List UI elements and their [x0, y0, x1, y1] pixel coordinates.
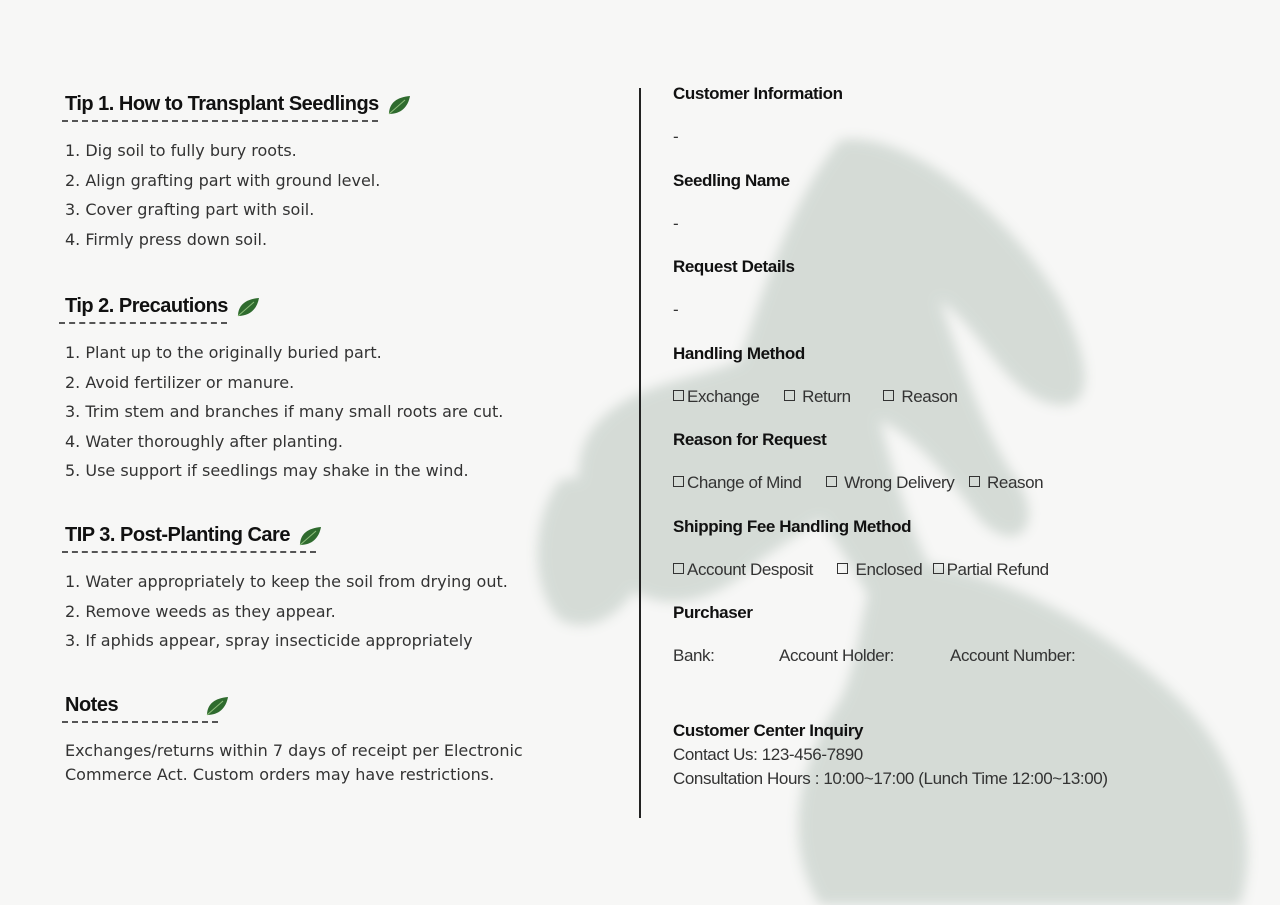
customer-info-value[interactable]: -	[673, 127, 679, 146]
checkbox-wrong-delivery[interactable]: Wrong Delivery	[826, 473, 955, 492]
list-item: 2. Remove weeds as they appear.	[65, 601, 336, 621]
reason-options	[673, 473, 1063, 493]
list-item: 1. Water appropriately to keep the soil from drying out.	[65, 572, 508, 591]
notes-title: Notes	[65, 694, 523, 717]
consultation-hours: Consultation Hours : 10:00~17:00 (Lunch Time 12:00~13:00)	[673, 769, 1108, 788]
list-item: 1. Plant up to the originally buried part.	[65, 343, 382, 362]
checkbox-reason[interactable]: Reason	[883, 387, 958, 406]
tip-3-list	[65, 567, 508, 656]
handling-method-options	[673, 387, 978, 407]
checkbox-exchange[interactable]: Exchange	[673, 387, 759, 406]
checkbox-change-of-mind[interactable]: Change of Mind	[673, 473, 801, 492]
contact-title: Customer Center Inquiry	[673, 721, 864, 740]
leaf-icon	[236, 297, 260, 317]
checkbox-return[interactable]: Return	[784, 387, 851, 406]
list-item: 3. Cover grafting part with soil.	[65, 200, 315, 219]
checkbox-partial-refund[interactable]: Partial Refund	[933, 560, 1049, 579]
leaf-icon	[387, 95, 411, 115]
shipping-fee-label: Shipping Fee Handling Method	[673, 517, 912, 536]
seedling-name-value[interactable]: -	[673, 214, 679, 233]
handling-method-label: Handling Method	[673, 344, 805, 363]
leaf-icon	[205, 696, 229, 716]
tip-2-section	[65, 295, 503, 486]
list-item: 2. Align grafting part with ground level.	[65, 170, 381, 190]
account-number-label: Account Number:	[950, 646, 1076, 665]
customer-info-label: Customer Information	[673, 84, 843, 103]
list-item: 4. Firmly press down soil.	[65, 229, 268, 249]
list-item: 2. Avoid fertilizer or manure.	[65, 372, 295, 392]
notes-section	[65, 694, 523, 787]
purchaser-label: Purchaser	[673, 603, 753, 622]
tip-2-list	[65, 338, 503, 486]
account-holder-label: Account Holder:	[779, 646, 894, 665]
checkbox-enclosed[interactable]: Enclosed	[837, 560, 922, 579]
checkbox-account-deposit[interactable]: Account Desposit	[673, 560, 813, 579]
checkbox-reason[interactable]: Reason	[969, 473, 1044, 492]
bank-label: Bank:	[673, 646, 715, 665]
list-item: 3. Trim stem and branches if many small roots are cut.	[65, 402, 504, 421]
tip-1-list	[65, 136, 411, 254]
contact-phone: Contact Us: 123-456-7890	[673, 745, 863, 764]
notes-text: Exchanges/returns within 7 days of receipt per Electronic Commerce Act. Custom orders may have restrictions.	[65, 741, 523, 784]
tip-1-section	[65, 93, 411, 254]
list-item: 3. If aphids appear, spray insecticide appropriately	[65, 631, 473, 650]
shipping-fee-options	[673, 560, 1069, 580]
tip-2-title: Tip 2. Precautions	[65, 295, 503, 318]
seedling-name-label: Seedling Name	[673, 171, 790, 190]
list-item: 5. Use support if seedlings may shake in the wind.	[65, 461, 469, 480]
list-item: 1. Dig soil to fully bury roots.	[65, 141, 297, 160]
tip-1-title: Tip 1. How to Transplant Seedlings	[65, 93, 411, 116]
list-item: 4. Water thoroughly after planting.	[65, 431, 343, 451]
reason-for-request-label: Reason for Request	[673, 430, 827, 449]
vertical-divider	[639, 88, 641, 818]
tip-3-section	[65, 524, 508, 656]
tip-3-title: TIP 3. Post-Planting Care	[65, 524, 508, 547]
purchaser-bank-row	[673, 646, 1093, 668]
leaf-icon	[298, 526, 322, 546]
request-details-value[interactable]: -	[673, 300, 679, 319]
request-details-label: Request Details	[673, 257, 795, 276]
